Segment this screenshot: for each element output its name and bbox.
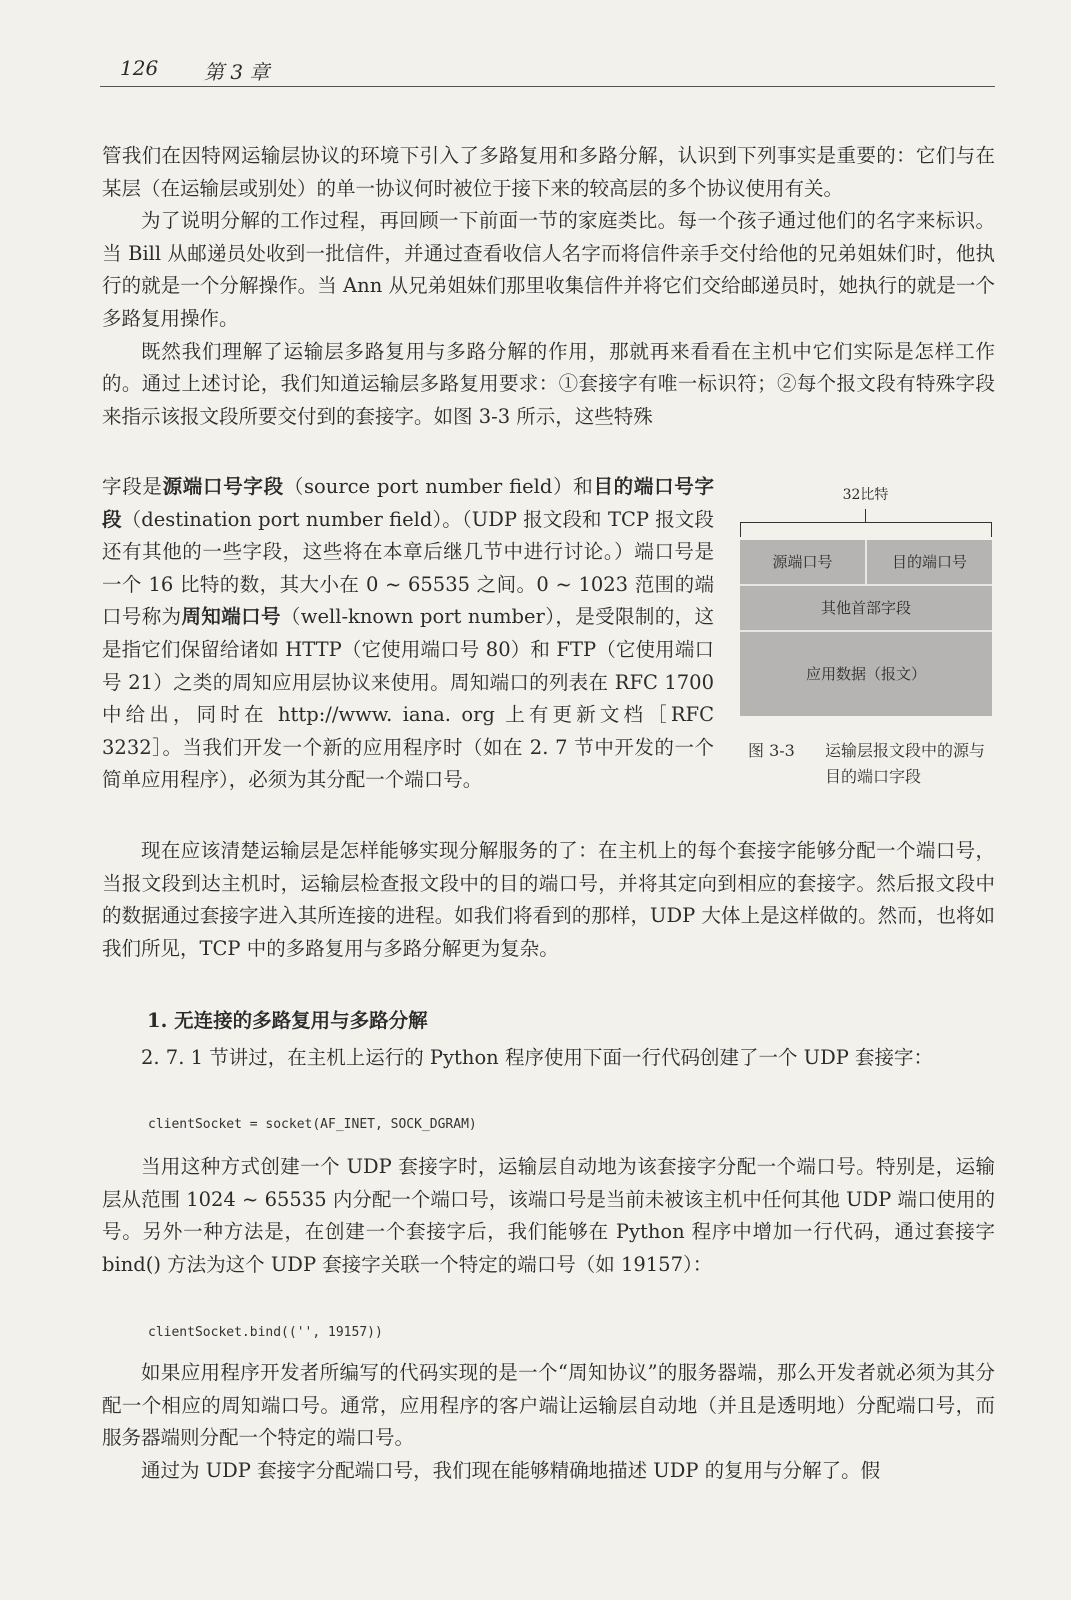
paragraph-6: 当用这种方式创建一个 UDP 套接字时，运输层自动地为该套接字分配一个端口号。特别是，运输层从范围 1024 ~ 65535 内分配一个端口号，该端口号是当前未被该主机中任何其他 UDP 端口使用的号。另外一种方法是，在创建一个套接字后，我们能够在 Python 程序中增加一行代码，通过套接字 bind() 方法为这个 UDP 套接字关联一个特定的端口号（如 19157）： — [102, 1155, 995, 1276]
paragraph-8: 通过为 UDP 套接字分配端口号，我们现在能够精确地描述 UDP 的复用与分解了。假 — [141, 1458, 881, 1482]
source-port-cell: 源端口号 — [772, 553, 833, 571]
paragraph-3: 既然我们理解了运输层多路复用与多路分解的作用，那就再来看看在主机中它们实际是怎样工作的。通过上述讨论，我们知道运输层多路复用要求：①套接字有唯一标识符；②每个报文段有特殊字段来指示该报文段所要交付到的套接字。如图 3-3 所示，这些特殊 — [102, 339, 995, 428]
app-data-row — [740, 632, 992, 716]
paragraph-1: 管我们在因特网运输层协议的环境下引入了多路复用和多路分解，认识到下列事实是重要的：它们与在某层（在运输层或别处）的单一协议何时被位于接下来的较高层的多个协议使用有关。 — [102, 144, 995, 200]
body-text-p5 — [102, 1042, 995, 1075]
page-number: 126 — [120, 56, 159, 80]
paragraph-5: 2. 7. 1 节讲过，在主机上运行的 Python 程序使用下面一行代码创建了一个 UDP 套接字： — [141, 1046, 934, 1069]
wrap-text-a: 字段是 — [102, 475, 163, 498]
chapter-title: 第 3 章 — [204, 60, 270, 84]
width-bracket — [740, 522, 992, 537]
term-well-known: 周知端口号 — [181, 605, 281, 629]
caption-text: 运输层报文段中的源与目的端口字段 — [825, 741, 986, 786]
page-header — [100, 54, 995, 87]
wrap-text-c: （destination port number field）。（UDP 报文段和 TCP 报文段还有其他的一些字段，这些将在本章后继几节中进行讨论。）端口号是一个 16 比特的数，其大小在 0 ~ 65535 之间。0 ~ 1023 范围的端口号称为 — [102, 507, 714, 629]
section-heading: 1. 无连接的多路复用与多路分解 — [147, 1009, 428, 1032]
body-text-top — [102, 140, 995, 433]
term-source-port: 源端口号字段 — [162, 475, 284, 498]
paragraph-4: 现在应该清楚运输层是怎样能够实现分解服务的了：在主机上的每个套接字能够分配一个端口号，当报文段到达主机时，运输层检查报文段中的目的端口号，并将其定向到相应的套接字。然后报文段中的数据通过套接字进入其所连接的进程。如我们将看到的那样，UDP 大体上是这样做的。然而，也将如我们所见，TCP 中的多路复用与多路分解更为复杂。 — [102, 839, 995, 960]
wrap-text-d: （well-known port number），是受限制的，这是指它们保留给诸如 HTTP（它使用端口号 80）和 FTP（它使用端口号 21）之类的周知应用层协议来使用。周知端口的列表在 RFC 1700 中给出，同时在 http://www. iana. org 上有更新文档［RFC 3232］。当我们开发一个新的应用程序时（如在 2. 7 节中开发的一个简单应用程序），必须为其分配一个端口号。 — [102, 605, 714, 792]
other-fields-row — [740, 586, 992, 632]
paragraph-2: 为了说明分解的工作过程，再回顾一下前面一节的家庭类比。每一个孩子通过他们的名字来标识。当 Bill 从邮递员处收到一批信件，并通过查看收信人名字而将信件亲手交付给他的兄弟姐妹们时，他执行的就是一个分解操作。当 Ann 从兄弟姐妹们那里收集信件并将它们交给邮递员时，她执行的就是一个多路复用操作。 — [102, 209, 995, 330]
figure-3-3 — [738, 484, 993, 794]
caption-number: 图 3-3 — [748, 741, 795, 760]
wrap-text-b: （source port number field）和 — [283, 475, 594, 498]
port-row — [740, 540, 992, 586]
body-text-p6 — [102, 1151, 995, 1281]
other-fields-cell: 其他首部字段 — [820, 599, 911, 617]
code-line-1: clientSocket = socket(AF_INET, SOCK_DGRAM) — [148, 1117, 477, 1132]
dest-port-cell: 目的端口号 — [865, 540, 992, 584]
app-data-cell: 应用数据（报文） — [805, 665, 926, 683]
bit-width-label: 32比特 — [842, 487, 889, 503]
paragraph-7: 如果应用程序开发者所编写的代码实现的是一个“周知协议”的服务器端，那么开发者就必须为其分配一个相应的周知端口号。通常，应用程序的客户端让运输层自动地（并且是透明地）分配端口号，而服务器端则分配一个特定的端口号。 — [102, 1361, 995, 1450]
code-line-2: clientSocket.bind(('', 19157)) — [148, 1325, 383, 1340]
wrapped-text — [102, 471, 714, 797]
body-text-mid — [102, 835, 995, 965]
body-text-bottom — [102, 1357, 995, 1487]
term-dest-port: 目的端口号字段 — [102, 475, 714, 531]
segment-diagram — [740, 540, 992, 716]
